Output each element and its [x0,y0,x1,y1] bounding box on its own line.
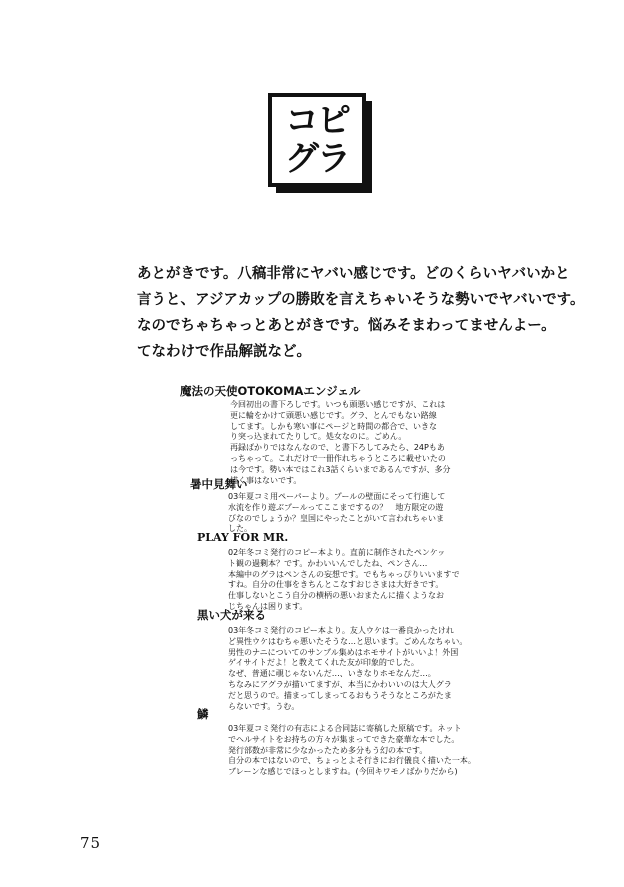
body-line: 自分の本ではないので、ちょっとよそ行きにお行儀良く描いた一本。 [228,756,476,766]
body-line: すね。自分の仕事をきちんとこなすおじさまは大好きです。 [228,580,444,590]
logo-line-1: コピ [285,101,349,141]
body-line: 03年夏コミ用ペーパーより。プールの壁面にそって行進して [228,492,446,501]
body-line: は今です。勢い本ではこれ3話くらいまであるんですが、多分 [230,464,451,474]
body-line: ブレーンな感じでほっとしますね。(今回キワモノばかりだから) [228,767,458,777]
body-line: びなのでしょうか？皇国にやったことがいて言われちゃいま [228,513,444,523]
section-title-summer-greeting: 暑中見舞い [190,477,248,491]
body-line: ト観の過剰本？です。かわいいんでしたね、ペンさん… [228,558,428,568]
body-line: 水流を作り遊ぶプールってここまでするの？ 地方限定の遊 [228,502,444,512]
body-line: だと思うので。描まってしまってるおもうそうなところがたま [228,690,452,700]
section-title-scales: 鱗 [197,707,209,721]
body-line: 描く事はないです。 [230,475,302,485]
section-body-summer-greeting [228,492,478,535]
body-line: してます。しかも寒い事にページと時間の都合で、いきな [230,421,438,431]
body-line: 再録ばかりではなんなので、と書下ろしてみたら、24Pもあ [230,443,445,453]
body-line: した。 [228,524,252,534]
logo-line-2: グラ [285,139,349,179]
intro-line: てなわけで作品解説など。 [137,344,311,360]
afterword-intro [137,261,585,365]
body-line: でヘルサイトをお持ちの方々が集まってできた豪華な本でした。 [228,734,460,744]
body-line: ど異性ウケはむちゃ悪いたそうな…と思います。ごめんなちゃい。 [228,636,468,646]
intro-line: 言うと、アジアカップの勝敗を言えちゃいそうな勢いでヤバいです。 [137,292,585,308]
section-body-play-for-mr [228,548,478,613]
section-body-black-dog [228,626,478,712]
section-title-black-dog: 黒い犬が来る [197,608,266,622]
page-number: 75 [80,834,102,852]
body-line: なぜ、普通に覗じゃないんだ…、いきなりホモなんだ…。 [228,669,436,679]
body-line: 男性のナニについてのサンプル集めはホモサイトがいいよ！外国 [228,647,459,657]
section-title-angel: 魔法の天使OTOKOMAエンジェル [180,384,361,398]
intro-line: なのでちゃちゃっとあとがきです。悩みそまわってませんよー。 [137,318,556,334]
section-title-play-for-mr: PLAY FOR MR. [197,531,289,544]
body-line: 発行部数が非常に少なかったため多分もう幻の本です。 [228,745,428,755]
body-line: っちゃって。これだけで一冊作れちゃうところに載せいたの [230,453,446,463]
body-line: じちゃんは困ります。 [228,601,308,611]
body-line: 今回初出の書下ろしです。いつも頭悪い感じですが、これは [230,400,446,409]
body-line: 更に輪をかけて頭悪い感じです。グラ、とんでもない路線 [230,410,437,420]
body-line: 02年冬コミ発行のコピー本より。直前に制作されたペンケッ [228,548,446,557]
body-line: 本編中のグラはペンさんの妄想です。でもちゃっぴりいいますで [228,569,460,579]
section-body-scales [228,724,478,778]
logo-box [268,93,366,187]
body-line: 03年冬コミ発行のコピー本より。友人ウケは一番良かったけれ [228,626,454,635]
body-line: 03年夏コミ発行の有志による合同誌に寄稿した原稿です。ネット [228,724,462,733]
body-line: 仕事しないとこう自分の横柄の悪いおまたんに描くようなお [228,591,444,601]
body-line: ちなみにアグラが描いてますが、本当にかわいいのは大人グラ [228,679,452,689]
body-line: り突っ込まれてたりして。処女なのに。ごめん。 [230,432,407,442]
body-line: ゲイサイトだよ！と教えてくれた友が印象的でした。 [228,658,419,668]
body-line: らないです。うむ。 [228,701,300,711]
section-body-angel [230,400,480,486]
title-logo [268,93,376,193]
intro-line: あとがきです。八稿非常にヤバい感じです。どのくらいヤバいかと [137,266,570,282]
